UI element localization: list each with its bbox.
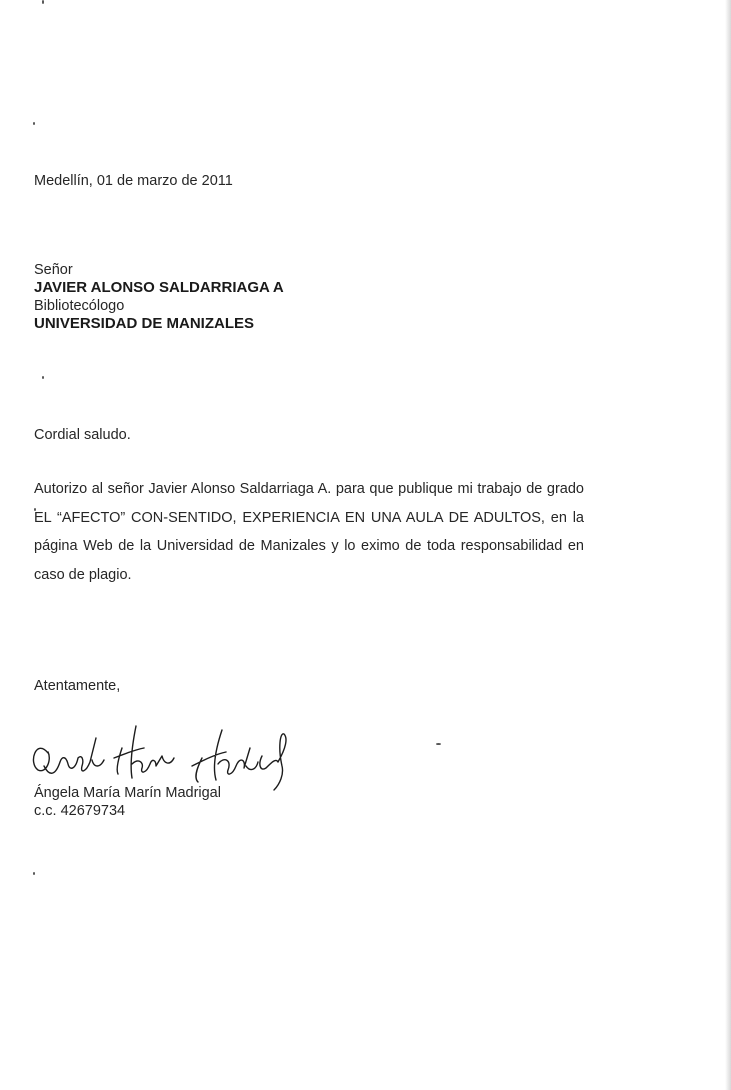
recipient-role: Bibliotecólogo: [34, 298, 125, 314]
scan-speck: [33, 872, 35, 875]
page-edge-shadow: [725, 0, 731, 1090]
scan-speck: [42, 0, 44, 4]
recipient-name: JAVIER ALONSO SALDARRIAGA A: [34, 279, 284, 296]
scan-speck: [33, 122, 35, 125]
recipient-institution: UNIVERSIDAD DE MANIZALES: [34, 315, 255, 332]
letter-body-text: Autorizo al señor Javier Alonso Saldarriaga A. para que publique mi trabajo de grado EL “AFECTO” CON-SENTIDO, EXPERIENCIA EN UNA AULA DE ADULTOS, en la página Web de la Universidad de Manizales y lo eximo de toda responsabilidad en caso de plagio.: [34, 481, 584, 583]
signer-id: c.c. 42679734: [34, 803, 126, 819]
scan-speck: [42, 376, 44, 379]
greeting: Cordial saludo.: [34, 427, 131, 443]
closing: Atentamente,: [34, 678, 121, 694]
letter-body: [34, 475, 584, 589]
scan-speck: [436, 743, 441, 745]
signer-name: Ángela María Marín Madrigal: [34, 785, 221, 801]
recipient-salutation-title: Señor: [34, 262, 73, 278]
place-date: Medellín, 01 de marzo de 2011: [34, 173, 233, 189]
